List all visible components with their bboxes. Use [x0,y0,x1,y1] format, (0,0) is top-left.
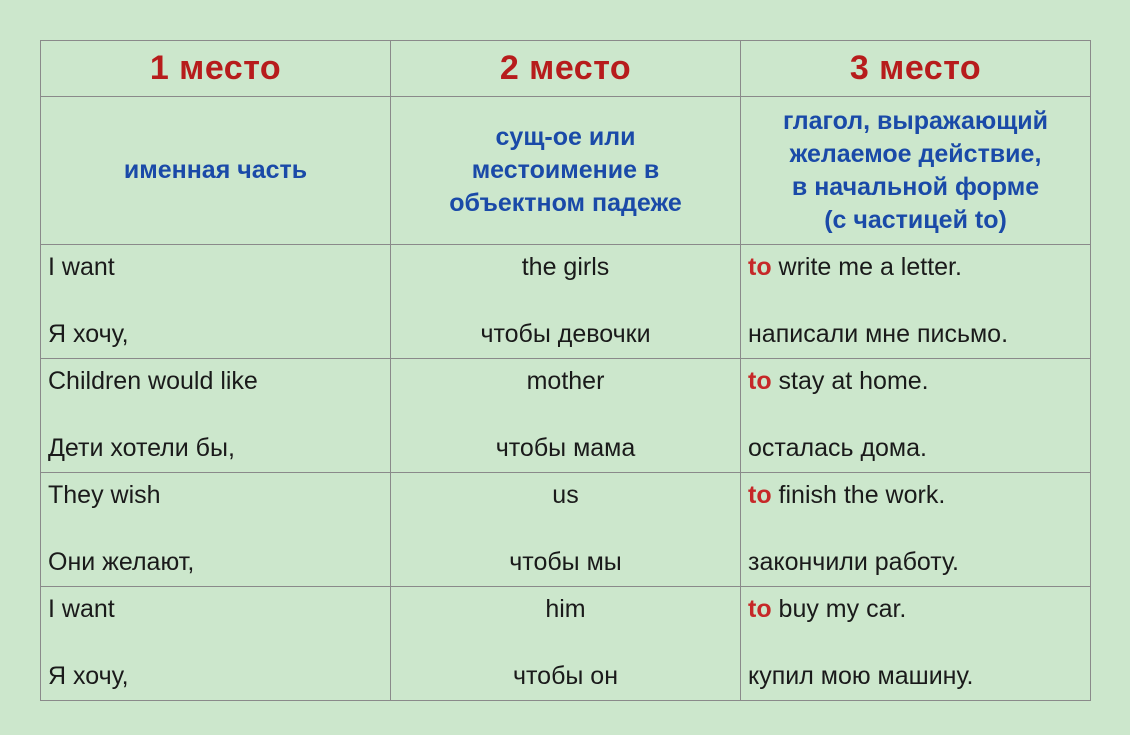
verb-english [748,595,1083,624]
description-col-2-line: сущ-ое или [495,123,636,151]
header-place-1 [41,41,391,97]
table-row [41,245,1091,359]
header-place-3 [741,41,1091,97]
grammar-table-container [40,40,1090,701]
subject-cell [41,245,391,359]
object-english: mother [526,367,605,395]
subject-english: Children would like [48,367,258,395]
object-cell [391,245,741,359]
description-col-3-line: глагол, выражающий [782,106,1049,135]
verb-russian: осталась дома. [748,434,927,462]
table-row [41,359,1091,473]
header-row [41,41,1091,97]
subject-english: I want [48,595,115,623]
verb-cell [741,473,1091,587]
to-particle: to [748,253,772,281]
object-cell [391,587,741,701]
table-row [41,587,1091,701]
description-col-1-line: именная часть [123,156,308,184]
subject-russian: Дети хотели бы, [48,434,235,462]
to-particle: to [748,367,772,395]
subject-russian: Я хочу, [48,320,129,348]
subject-english: I want [48,253,115,281]
verb-english-text: stay at home. [771,367,929,395]
object-english: the girls [521,253,610,281]
verb-english-text: finish the work. [771,481,946,509]
to-particle: to [748,595,772,623]
header-place-2-label: 2 место [499,49,632,87]
object-cell [391,359,741,473]
description-col-2-line: объектном падеже [449,189,682,217]
object-cell [391,473,741,587]
verb-english [748,253,1083,282]
description-col-2-line: местоимение в [471,156,660,184]
subject-russian: Я хочу, [48,662,129,690]
subject-cell [41,587,391,701]
description-col-3-line: желаемое действие, [789,139,1042,168]
verb-cell [741,245,1091,359]
verb-cell [741,359,1091,473]
description-col-3 [741,97,1091,245]
object-russian: чтобы девочки [480,320,651,348]
verb-english [748,481,1083,510]
header-place-2 [391,41,741,97]
subject-english: They wish [48,481,161,509]
object-russian: чтобы мы [509,548,622,576]
verb-russian: купил мою машину. [748,662,974,690]
verb-english-text: write me a letter. [771,253,962,281]
verb-english-text: buy my car. [771,595,907,623]
description-col-3-line: (с частицей to) [824,205,1007,234]
subject-cell [41,473,391,587]
object-english: us [552,481,579,509]
description-col-2 [391,97,741,245]
description-col-1 [41,97,391,245]
object-russian: чтобы он [512,662,619,690]
verb-english [748,367,1083,396]
complex-object-table [40,40,1091,701]
subject-cell [41,359,391,473]
header-place-1-label: 1 место [149,49,282,87]
description-col-3-line: в начальной форме [791,172,1040,201]
verb-cell [741,587,1091,701]
table-row [41,473,1091,587]
verb-russian: закончили работу. [748,548,959,576]
object-english: him [545,595,586,623]
header-place-3-label: 3 место [849,49,982,87]
to-particle: to [748,481,772,509]
description-row [41,97,1091,245]
object-russian: чтобы мама [495,434,636,462]
verb-russian: написали мне письмо. [748,320,1009,348]
subject-russian: Они желают, [48,548,195,576]
